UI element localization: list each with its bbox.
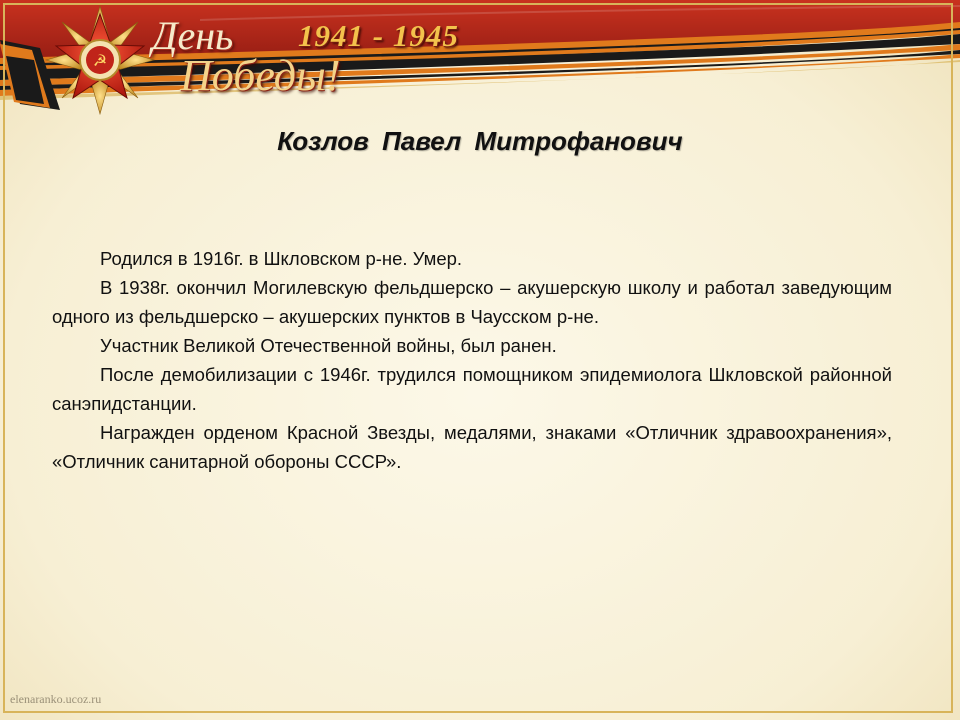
order-of-patriotic-war-icon [46,6,154,114]
banner-den-text: День [152,13,234,58]
site-watermark: elenaranko.ucoz.ru [10,692,102,706]
svg-text:☭: ☭ [92,51,108,70]
bio-paragraph: Награжден орденом Красной Звезды, медалями, знаками «Отличник здравоохранения», «Отличник санитарной обороны СССР». [52,422,892,472]
bio-paragraph: Участник Великой Отечественной войны, был ранен. [100,335,557,356]
banner-years: 1941 - 1945 [298,18,459,53]
bio-paragraph: Родился в 1916г. в Шкловском р-не. Умер. [100,248,463,269]
bio-paragraph: В 1938г. окончил Могилевскую фельдшерско – акушерскую школу и работал заведующим одного из фельдшерско – акушерских пунктов в Чаусском р-не. [52,277,892,327]
person-name-title: Козлов Павел Митрофанович [277,126,683,156]
bio-paragraph: После демобилизации с 1946г. трудился помощником эпидемиолога Шкловской районной санэпидстанции. [52,364,892,414]
biography-text [52,244,892,476]
banner-pobedy-text: Победы! [180,51,341,100]
victory-day-banner [0,0,960,120]
